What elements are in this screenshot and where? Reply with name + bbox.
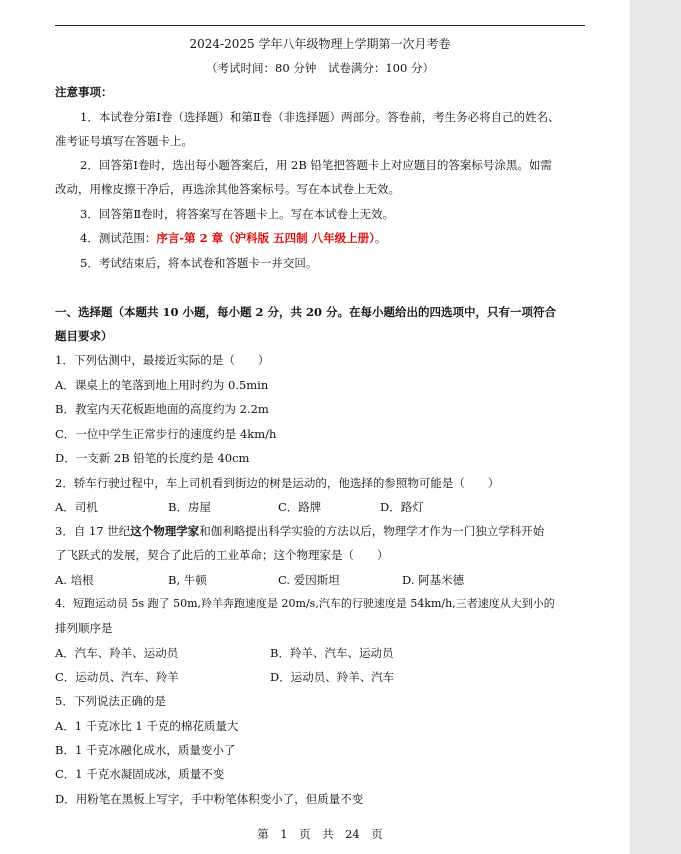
q3-stem-line-2: 了飞跃式的发展，契合了此后的工业革命；这个物理家是（ ）: [55, 548, 389, 562]
q3-option-a: A. 培根: [55, 573, 94, 587]
q3-option-b: B, 牛顿: [168, 573, 207, 587]
q2-option-a: A．司机: [55, 500, 98, 514]
q4-option-a: A．汽车、羚羊、运动员: [55, 646, 179, 660]
q1-option-b: B．教室内天花板距地面的高度约为 2.2m: [55, 402, 269, 416]
q3-option-c: C. 爱因斯坦: [278, 573, 340, 587]
q3-option-d: D. 阿基米德: [402, 573, 465, 587]
notice-heading: 注意事项：: [55, 85, 113, 99]
section-1-heading: 一、选择题（本题共 10 小题，每小题 2 分，共 20 分。在每小题给出的四选项中，只有一项符合: [55, 305, 557, 319]
q4-option-d: D．运动员、羚羊、汽车: [270, 670, 395, 684]
q3-stem-rest: 和伽利略提出科学实验的方法以后，物理学才作为一门独立学科开始: [199, 524, 545, 538]
section-1-heading-cont: 题目要求）: [55, 329, 113, 343]
notice-1-line-1: 1．本试卷分第Ⅰ卷（选择题）和第Ⅱ卷（非选择题）两部分。答卷前，考生务必将自己的姓名、: [80, 110, 560, 124]
q4-stem: 4．短跑运动员 5s 跑了 50m,羚羊奔跑速度是 20m/s,汽车的行驶速度是 54km/h,三者速度从大到小的: [55, 597, 555, 610]
page-footer: 第 1 页 共 24 页: [257, 827, 383, 841]
q2-option-d: D．路灯: [380, 500, 424, 514]
q4-stem-line-2: 排列顺序是: [55, 621, 113, 635]
q1-option-d: D．一支新 2B 铅笔的长度约是 40cm: [55, 451, 250, 465]
q2-option-c: C．路牌: [278, 500, 322, 514]
q3-stem-start: 3．自 17 世纪: [55, 524, 131, 538]
header-rule: [55, 25, 585, 26]
notice-3: 3．回答第Ⅱ卷时，将答案写在答题卡上。写在本试卷上无效。: [80, 207, 395, 221]
notice-4-suffix: 。: [374, 231, 387, 245]
notice-5: 5．考试结束后，将本试卷和答题卡一并交回。: [80, 256, 318, 270]
notice-1-line-2: 准考证号填写在答题卡上。: [55, 134, 193, 148]
q1-stem: 1．下列估测中，最接近实际的是（ ）: [55, 353, 270, 367]
notice-2-line-1: 2．回答第Ⅰ卷时，选出每小题答案后，用 2B 铅笔把答题卡上对应题目的答案标号涂黑。如需: [80, 158, 552, 172]
q1-option-a: A．课桌上的笔落到地上用时约为 0.5min: [55, 378, 269, 392]
q1-option-c: C．一位中学生正常步行的速度约是 4km/h: [55, 427, 277, 441]
test-range: 序言-第 2 章（沪科版 五四制 八年级上册）: [156, 231, 375, 245]
exam-subtitle: （考试时间：80 分钟 试卷满分：100 分）: [206, 61, 434, 75]
q3-stem: [55, 524, 590, 538]
q3-stem-emphasis: 这个物理学家: [130, 524, 200, 538]
q4-option-b: B．羚羊、汽车、运动员: [270, 646, 394, 660]
q4-option-c: C．运动员、汽车、羚羊: [55, 670, 179, 684]
q5-option-b: B．1 千克冰融化成水，质量变小了: [55, 743, 236, 757]
q5-option-d: D．用粉笔在黑板上写字，手中粉笔体积变小了，但质量不变: [55, 792, 364, 806]
q5-stem: 5．下列说法正确的是: [55, 694, 166, 708]
q5-option-a: A．1 千克冰比 1 千克的棉花质量大: [55, 719, 239, 733]
q2-option-b: B．房屋: [168, 500, 211, 514]
notice-4-prefix: 4．测试范围：: [80, 231, 157, 245]
q2-stem: 2．轿车行驶过程中，车上司机看到街边的树是运动的，他选择的参照物可能是（ ）: [55, 476, 500, 490]
q5-option-c: C．1 千克水凝固成冰，质量不变: [55, 767, 225, 781]
exam-title: 2024-2025 学年八年级物理上学期第一次月考卷: [189, 37, 451, 51]
notice-2-line-2: 改动，用橡皮擦干净后，再选涂其他答案标号。写在本试卷上无效。: [55, 182, 400, 196]
notice-4: [80, 231, 585, 245]
